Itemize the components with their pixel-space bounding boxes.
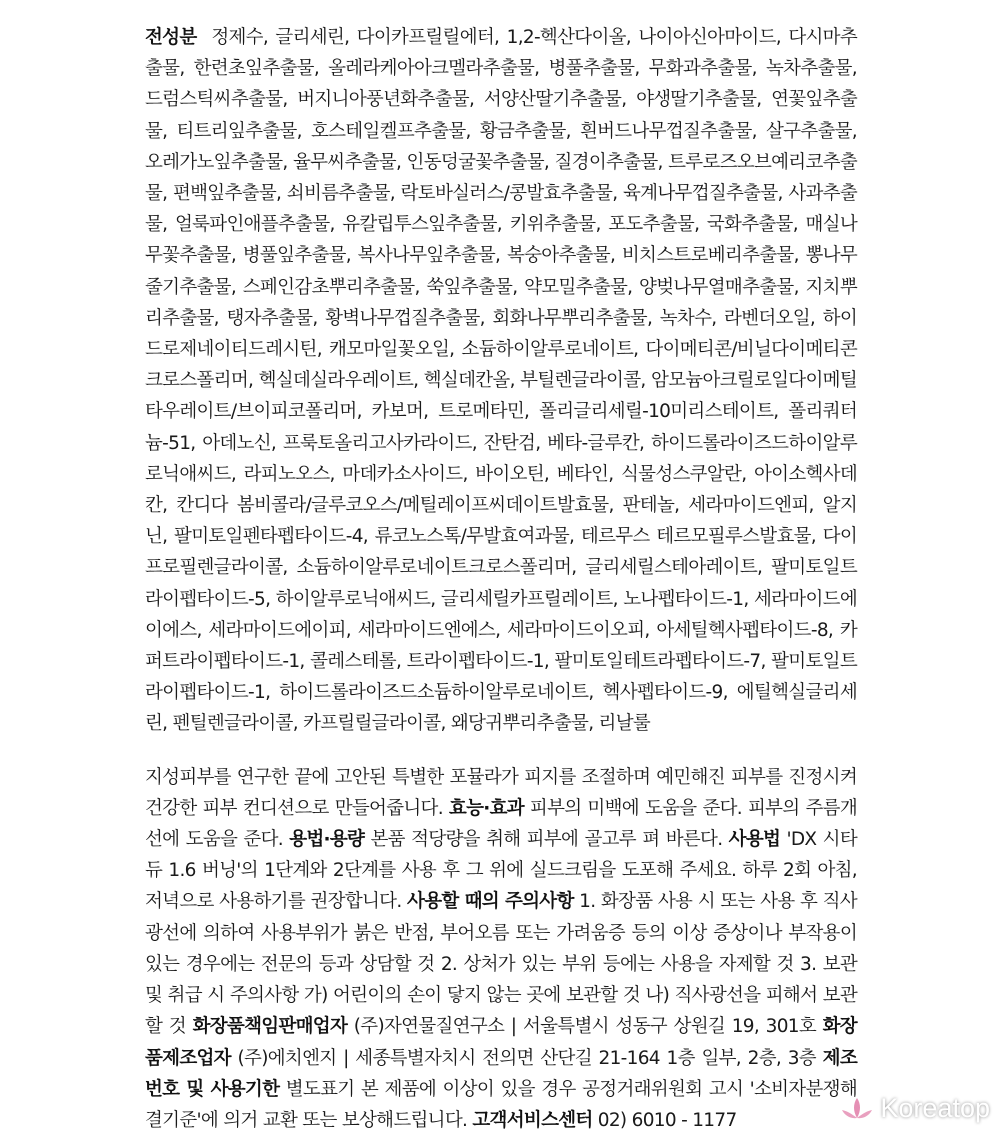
dosage-text: 본품 적당량을 취해 피부에 골고루 펴 바른다. xyxy=(370,829,723,851)
service-label: 고객서비스센터 xyxy=(472,1109,593,1131)
efficacy-label: 효능·효과 xyxy=(448,797,524,819)
efficacy-text: 피부의 미백에 도움을 준다. 피부의 주름개선에 도움을 준다. xyxy=(145,797,857,851)
distributor-label: 화장품책임판매업자 xyxy=(192,1016,348,1038)
watermark xyxy=(840,1093,990,1124)
watermark-text: Koreatop xyxy=(880,1093,990,1123)
service-phone: 02) 6010 - 1177 xyxy=(597,1109,737,1131)
caution-text: 1. 화장품 사용 시 또는 사용 후 직사광선에 의하여 사용부위가 붉은 반점, 부어오름 또는 가려움증 등의 이상 증상이나 부작용이 있는 경우에는 전문의 등과 상담할 것 2. 상처가 있는 부위 등에는 사용을 자제할 것 3. 보관 및 취급 시 주의사항 가) 어린이의 손이 닿지 않는 곳에 보관할 것 나) 직사광선을 피해서 보관할 것 xyxy=(145,891,857,1038)
description-paragraph xyxy=(145,762,857,1136)
manufacturer-label: 화장품제조업자 xyxy=(145,1016,857,1069)
lot-text: 별도표기 본 제품에 이상이 있을 경우 공정거래위원회 고시 '소비자분쟁해결기준'에 의거 교환 또는 보상해드립니다. xyxy=(145,1078,857,1131)
dosage-label: 용법·용량 xyxy=(289,829,365,851)
caution-label: 사용할 때의 주의사항 xyxy=(407,891,574,913)
manufacturer-text: (주)에치엔지 | 세종특별자치시 전의면 산단길 21-164 1층 일부, 2층, 3층 xyxy=(237,1047,816,1069)
product-info-document xyxy=(145,22,857,1136)
lotus-icon xyxy=(840,1096,874,1122)
usage-label: 사용법 xyxy=(728,829,781,851)
usage-text: 'DX 시타 듀 1.6 버닝'의 1단계와 2단계를 사용 후 그 위에 실드크림을 도포해 주세요. 하루 2회 아침, 저녁으로 사용하기를 권장합니다. xyxy=(145,829,857,913)
lot-label: 제조번호 및 사용기한 xyxy=(145,1047,857,1100)
ingredients-paragraph xyxy=(145,22,857,740)
intro-text: 지성피부를 연구한 끝에 고안된 특별한 포뮬라가 피지를 조절하며 예민해진 피부를 진정시켜 건강한 피부 컨디션으로 만들어줍니다. xyxy=(145,766,857,819)
distributor-text: (주)자연물질연구소 | 서울특별시 성동구 상원길 19, 301호 xyxy=(353,1016,817,1038)
ingredients-list: 정제수, 글리세린, 다이카프릴릴에터, 1,2-헥산다이올, 나이아신아마이드, 다시마추출물, 한련초잎추출물, 올레라케아아크멜라추출물, 병풀추출물, 무화과추출물, 녹차추출물, 드럼스틱씨추출물, 버지니아풍년화추출물, 서양산딸기추출물, 야생딸기추출물, 연꽃잎추출물, 티트리잎추출물, 호스테일켈프추출물, 황금추출물, 흰버드나무껍질추출물, 살구추출물, 오레가노잎추출물, 율무씨추출물, 인동덩굴꽃추출물, 질경이추출물, 트루로즈오브예리코추출물, 편백잎추출물, 쇠비름추출물, 락토바실러스/콩발효추출물, 육계나무껍질추출물, 사과추출물, 얼룩파인애플추출물, 유칼립투스잎추출물, 키위추출물, 포도추출물, 국화추출물, 매실나무꽃추출물, 병풀잎추출물, 복사나무잎추출물, 복숭아추출물, 비치스트로베리추출물, 뽕나무줄기추출물, 스페인감초뿌리추출물, 쑥잎추출물, 약모밀추출물, 양벚나무열매추출물, 지치뿌리추출물, 탱자추출물, 황벽나무껍질추출물, 회화나무뿌리추출물, 녹차수, 라벤더오일, 하이드로제네이티드레시틴, 캐모마일꽃오일, 소듐하이알루로네이트, 다이메티콘/비닐다이메티콘크로스폴리머, 헥실데실라우레이트, 헥실데칸올, 부틸렌글라이콜, 암모늄아크릴로일다이메틸타우레이트/브이피코폴리머, 카보머, 트로메타민, 폴리글리세릴-10미리스테이트, 폴리쿼터늄-51, 아데노신, 프룩토올리고사카라이드, 잔탄검, 베타-글루칸, 하이드롤라이즈드하이알루로닉애씨드, 라피노오스, 마데카소사이드, 바이오틴, 베타인, 식물성스쿠알란, 아이소헥사데칸, 칸디다 봄비콜라/글루코오스/메틸레이프씨데이트발효물, 판테놀, 세라마이드엔피, 알지닌, 팔미토일펜타펩타이드-4, 류코노스톡/무발효여과물, 테르무스 테르모필루스발효물, 다이프로필렌글라이콜, 소듐하이알루로네이트크로스폴리머, 글리세릴스테아레이트, 팔미토일트라이펩타이드-5, 하이알루로닉애씨드, 글리세릴카프릴레이트, 노나펩타이드-1, 세라마이드에이에스, 세라마이드에이피, 세라마이드엔에스, 세라마이드이오피, 아세틸헥사펩타이드-8, 카퍼트라이펩타이드-1, 콜레스테롤, 트라이펩타이드-1, 팔미토일테트라펩타이드-7, 팔미토일트라이펩타이드-1, 하이드롤라이즈드소듐하이알루로네이트, 헥사펩타이드-9, 에틸헥실글리세린, 펜틸렌글라이콜, 카프릴릴글라이콜, 왜당귀뿌리추출물, 리날룰 xyxy=(145,27,857,735)
ingredients-heading: 전성분 xyxy=(145,27,197,48)
